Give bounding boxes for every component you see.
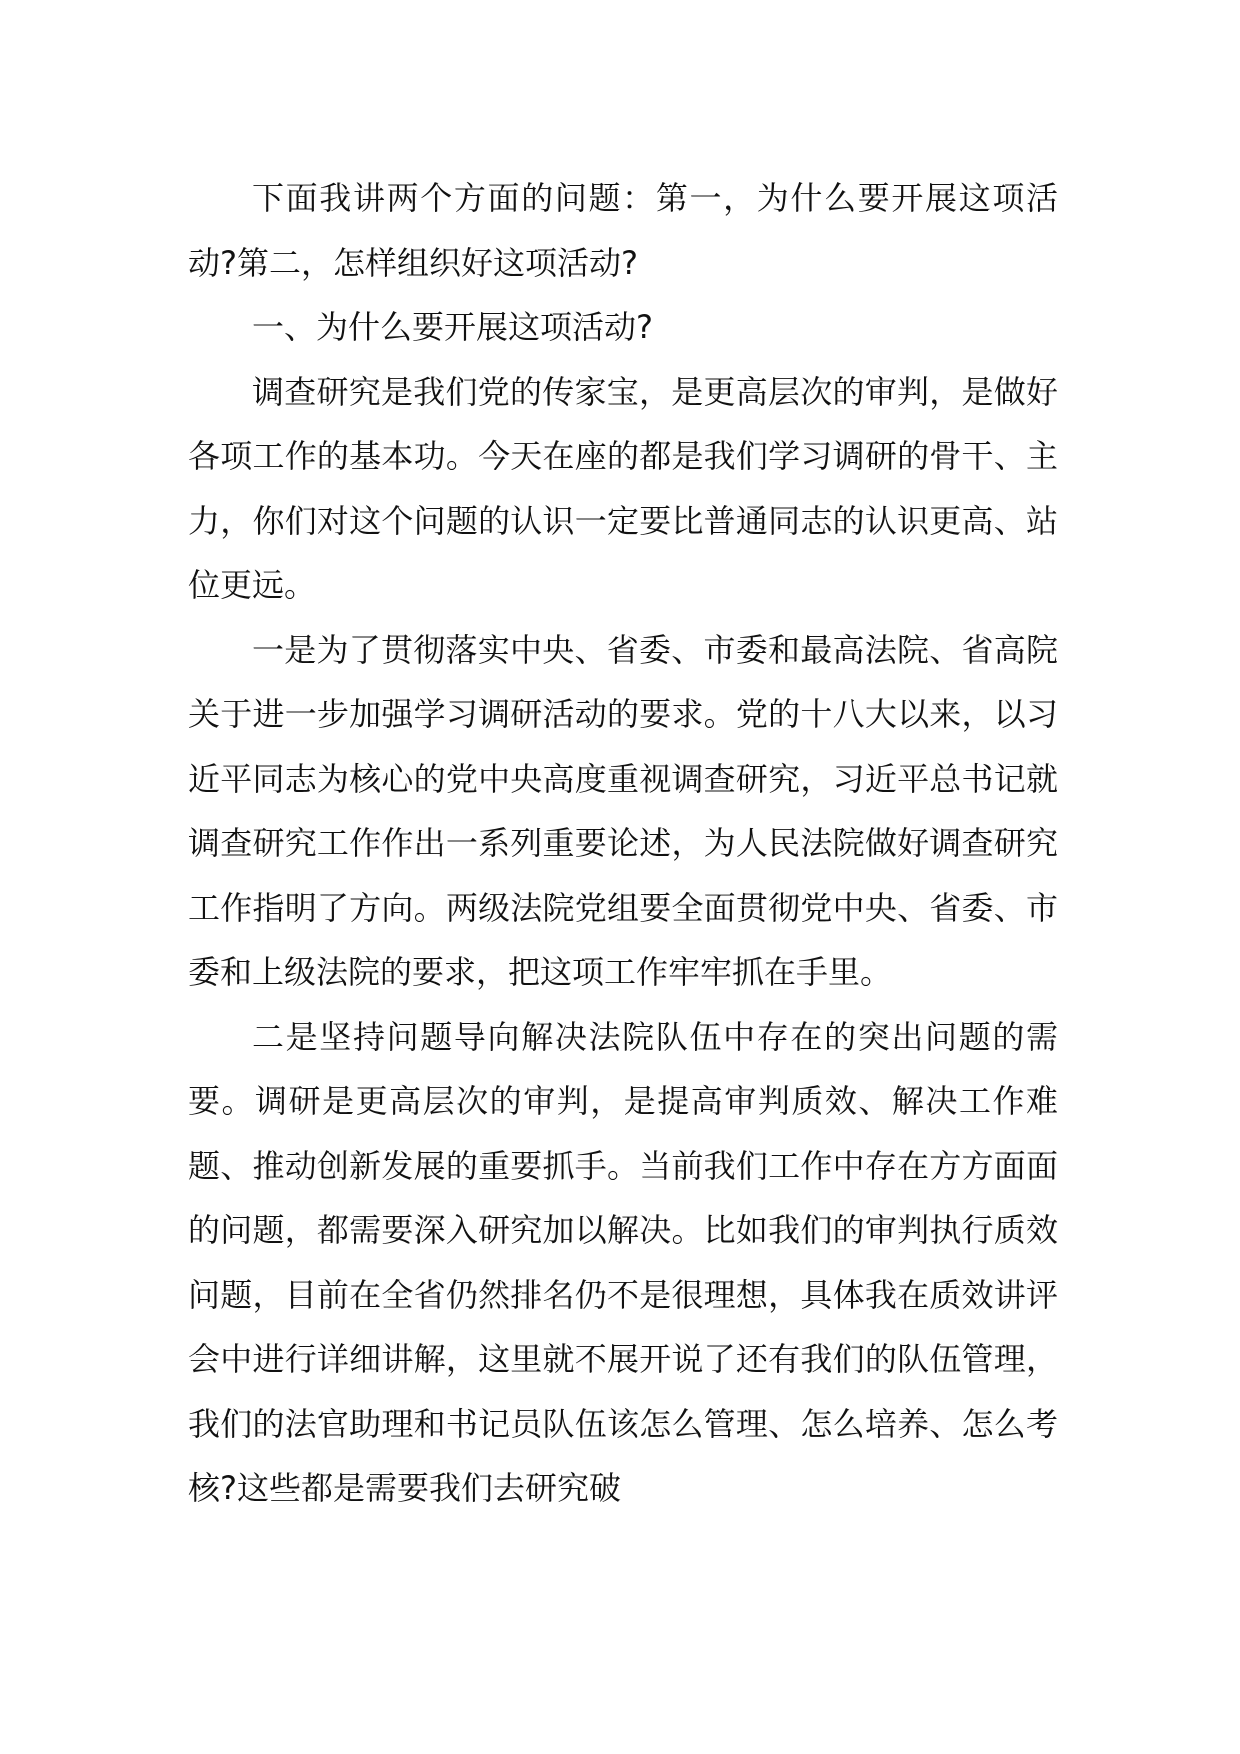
paragraph-research-importance: 调查研究是我们党的传家宝，是更高层次的审判，是做好各项工作的基本功。今天在座的都是我们学习调研的骨干、主力，你们对这个问题的认识一定要比普通同志的认识更高、站位更远。 (188, 372, 1058, 604)
paragraph-intro: 下面我讲两个方面的问题：第一，为什么要开展这项活动?第二，怎样组织好这项活动? (188, 179, 1058, 282)
paragraph-point-two: 二是坚持问题导向解决法院队伍中存在的突出问题的需要。调研是更高层次的审判，是提高审判质效、解决工作难题、推动创新发展的重要抓手。当前我们工作中存在方方面面的问题，都需要深入研究加以解决。比如我们的审判执行质效问题，目前在全省仍然排名仍不是很理想，具体我在质效讲评会中进行详细讲解，这里就不展开说了还有我们的队伍管理，我们的法官助理和书记员队伍该怎么管理、怎么培养、怎么考核?这些都是需要我们去研究破 (188, 1017, 1058, 1507)
section-heading: 一、为什么要开展这项活动? (252, 308, 653, 346)
paragraph-point-one: 一是为了贯彻落实中央、省委、市委和最高法院、省高院关于进一步加强学习调研活动的要求。党的十八大以来，以习近平同志为核心的党中央高度重视调查研究，习近平总书记就调查研究工作作出一系列重要论述，为人民法院做好调查研究工作指明了方向。两级法院党组要全面贯彻党中央、省委、市委和上级法院的要求，把这项工作牢牢抓在手里。 (188, 630, 1058, 991)
document-body (188, 166, 1058, 1521)
